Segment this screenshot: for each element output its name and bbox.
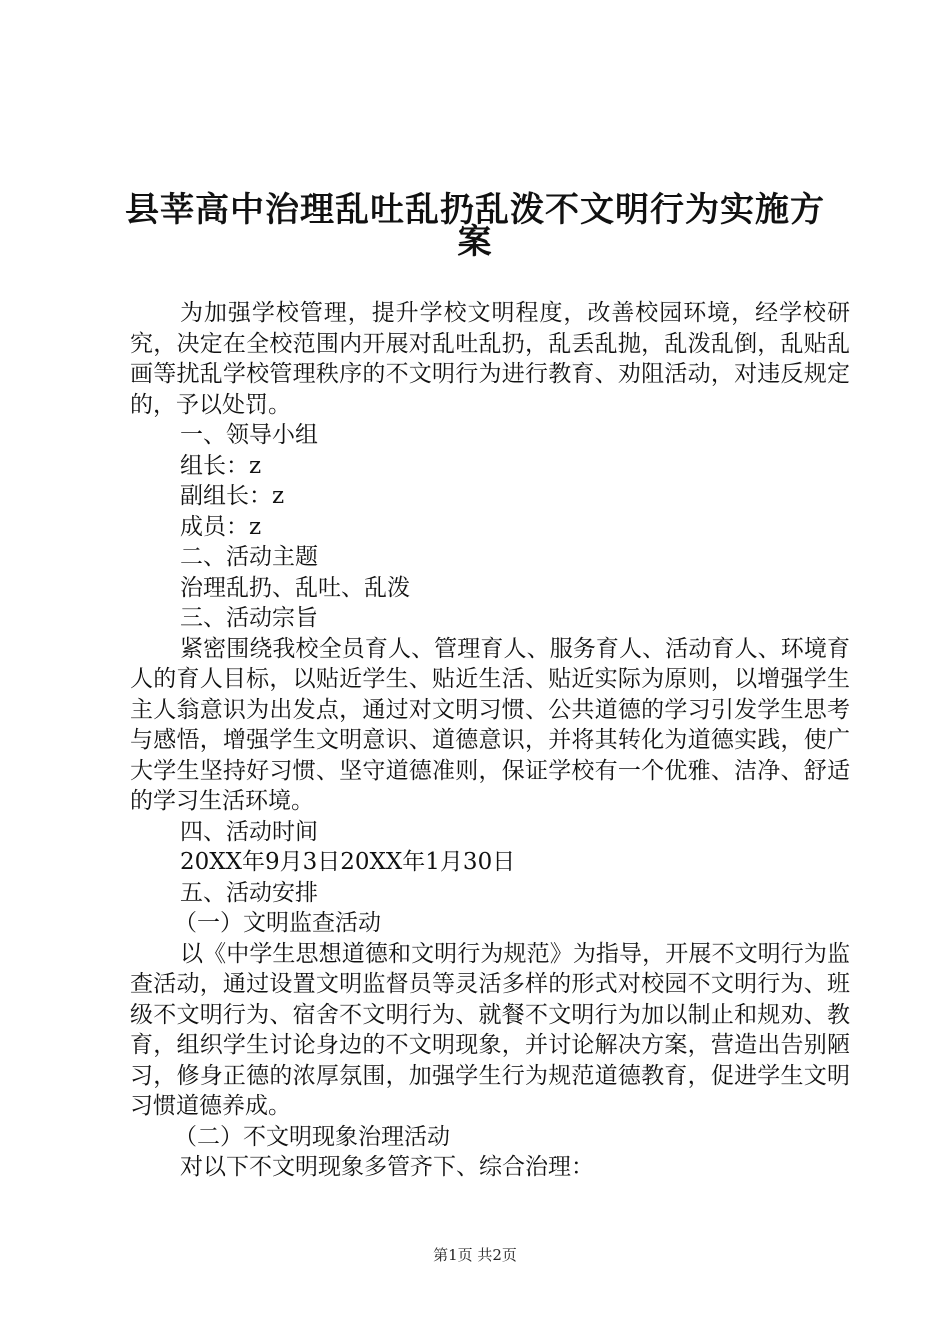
time-text: 20XX年9月3日20XX年1月30日 bbox=[180, 849, 516, 875]
intro-paragraph: 为加强学校管理，提升学校文明程度，改善校园环境，经学校研究，决定在全校范围内开展对乱吐乱扔，乱丢乱抛，乱泼乱倒，乱贴乱画等扰乱学校管理秩序的不文明行为进行教育、劝阻活动，对违反规定的，予以处罚。 bbox=[130, 300, 850, 418]
deputy-leader-line: 副组长：z bbox=[180, 483, 285, 509]
document-body bbox=[130, 298, 850, 1183]
leader-line: 组长：z bbox=[180, 452, 262, 479]
section-heading-arrangement: 五、活动安排 bbox=[180, 879, 318, 906]
document-title: 县莘高中治理乱吐乱扔乱泼不文明行为实施方 bbox=[125, 190, 825, 230]
theme-text: 治理乱扔、乱吐、乱泼 bbox=[180, 574, 410, 601]
section-heading-leadership: 一、领导小组 bbox=[180, 422, 318, 448]
inspection-paragraph: 以《中学生思想道德和文明行为规范》为指导，开展不文明行为监查活动，通过设置文明监督员等灵活多样的形式对校园不文明行为、班级不文明行为、宿舍不文明行为、就餐不文明行为加以制止和规劝、教育，组织学生讨论身边的不文明现象，并讨论解决方案，营造出告别陋习，修身正德的浓厚氛围，加强学生行为规范道德教育，促进学生文明习惯道德养成。 bbox=[130, 940, 850, 1119]
subsection-heading-inspection: （一）文明监查活动 bbox=[174, 910, 381, 936]
section-heading-theme: 二、活动主题 bbox=[180, 544, 318, 570]
section-heading-time: 四、活动时间 bbox=[180, 818, 318, 845]
document-title-continued: 案 bbox=[457, 222, 493, 262]
section-heading-purpose: 三、活动宗旨 bbox=[180, 605, 318, 631]
members-line: 成员：z bbox=[180, 513, 262, 540]
governance-intro: 对以下不文明现象多管齐下、综合治理： bbox=[180, 1154, 594, 1180]
page-number-footer: 第1页 共2页 bbox=[433, 1246, 517, 1264]
purpose-paragraph: 紧密围绕我校全员育人、管理育人、服务育人、活动育人、环境育人的育人目标，以贴近学生、贴近生活、贴近实际为原则，以增强学生主人翁意识为出发点，通过对文明习惯、公共道德的学习引发学生思考与感悟，增强学生文明意识、道德意识，并将其转化为道德实践，使广大学生坚持好习惯、坚守道德准则，保证学校有一个优雅、洁净、舒适的学习生活环境。 bbox=[130, 635, 850, 814]
subsection-heading-governance: （二）不文明现象治理活动 bbox=[174, 1123, 450, 1150]
